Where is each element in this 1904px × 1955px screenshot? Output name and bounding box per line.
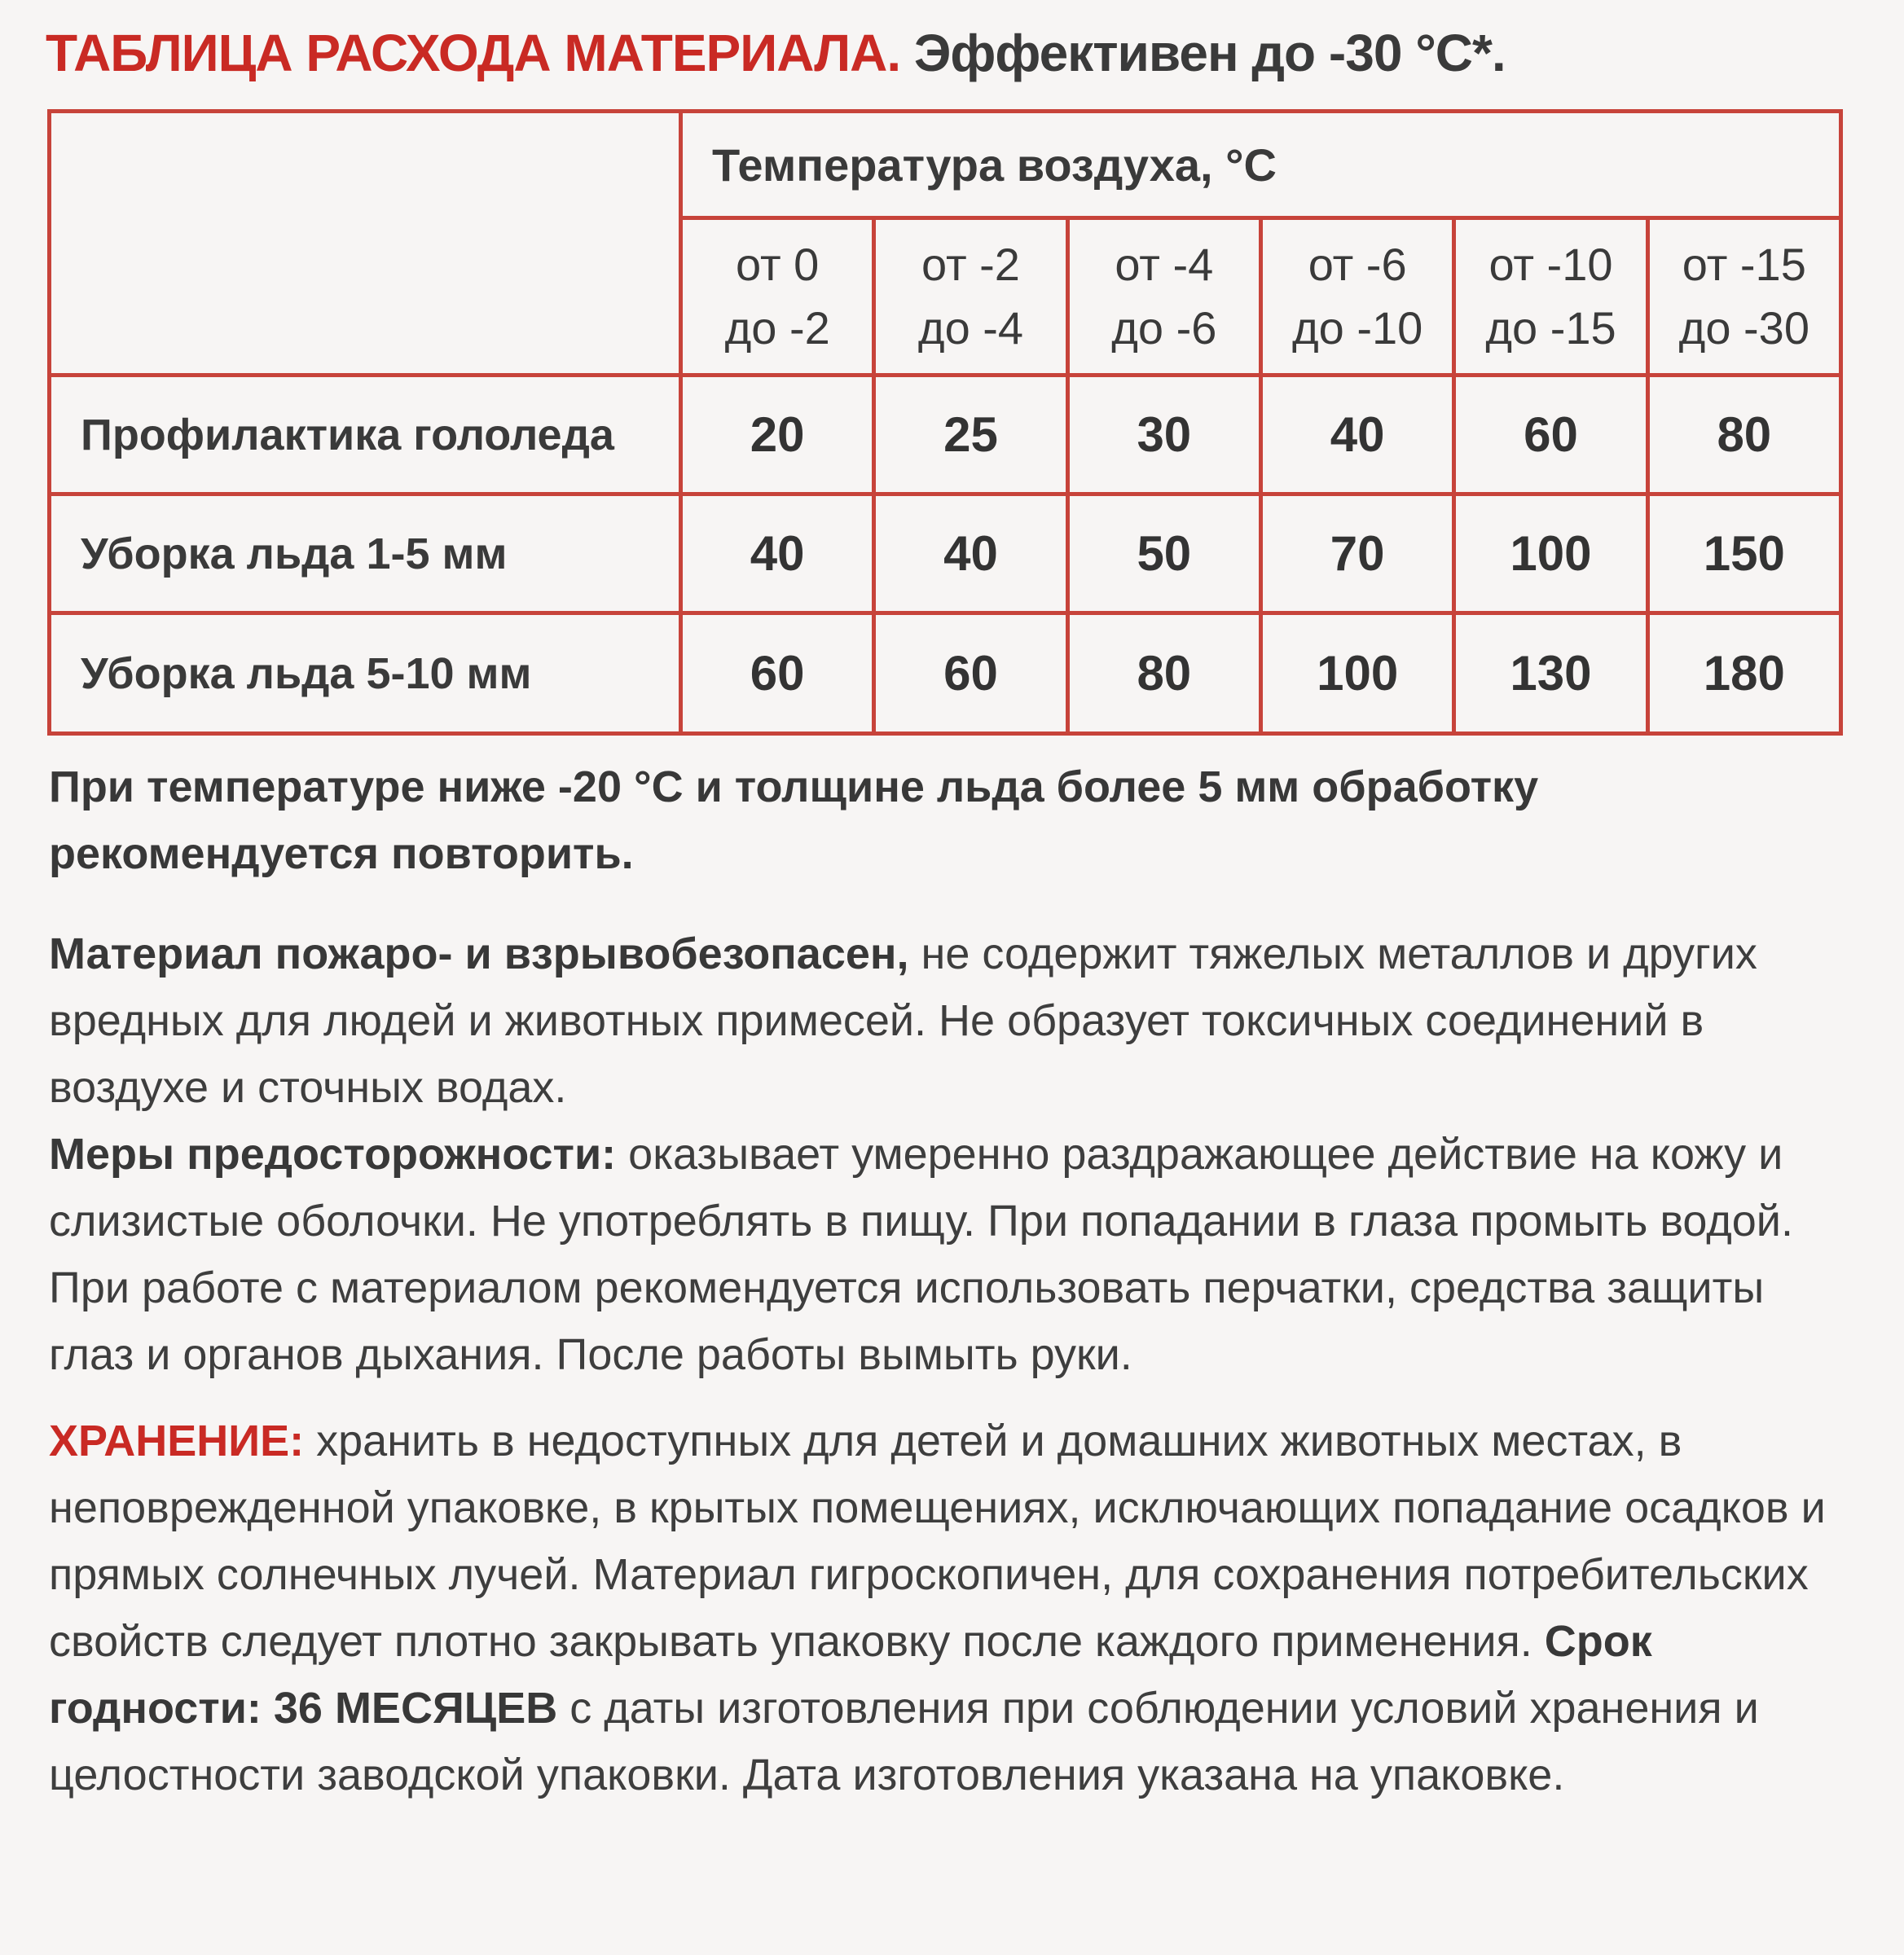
table-row — [50, 613, 1841, 734]
range-from: от -6 — [1308, 239, 1407, 290]
shelf-life-lead: Срок годности: 36 МЕСЯЦЕВ — [49, 1617, 1652, 1733]
range-from: от -10 — [1488, 239, 1613, 290]
table-cell: 60 — [874, 613, 1067, 734]
table-row — [50, 376, 1841, 494]
table-cell: 50 — [1067, 494, 1260, 613]
storage-paragraph — [49, 1408, 1853, 1808]
range-from: от -4 — [1115, 239, 1214, 290]
range-header — [874, 218, 1067, 376]
range-from: от 0 — [736, 239, 820, 290]
page-title — [46, 23, 1506, 83]
range-header — [1454, 218, 1647, 376]
shelf-life-text: с даты изготовления при соблюдении условий хранения и целостности заводской упаковки. Дата изготовления указана на упаковке. — [49, 1684, 1759, 1799]
range-to: до -30 — [1678, 302, 1809, 354]
table-cell: 60 — [681, 613, 874, 734]
repeat-treatment-note: При температуре ниже -20 °С и толщине льда более 5 мм обработку рекомендуется повторить. — [49, 762, 1539, 878]
range-to: до -6 — [1111, 302, 1217, 354]
table-cell: 40 — [1260, 376, 1453, 494]
table-cell: 100 — [1454, 494, 1647, 613]
range-header — [1067, 218, 1260, 376]
table-row — [50, 494, 1841, 613]
table-cell: 150 — [1647, 494, 1840, 613]
row-label: Профилактика гололеда — [50, 376, 681, 494]
range-header — [1647, 218, 1840, 376]
table-cell: 40 — [681, 494, 874, 613]
table-cell: 80 — [1067, 613, 1260, 734]
title-effective: Эффективен до -30 °С*. — [913, 24, 1506, 82]
storage-label: ХРАНЕНИЕ: — [49, 1417, 305, 1465]
range-from: от -2 — [921, 239, 1020, 290]
storage-text: хранить в недоступных для детей и домашних животных местах, в неповрежденной упаковке, в крытых помещениях, исключающих попадание осадков и прямых солнечных лучей. Материал гигроскопичен, для сохранения потребительских свойств следует плотно закрывать упаковку после каждого применения. — [49, 1417, 1826, 1666]
range-to: до -10 — [1291, 302, 1423, 354]
table-cell: 180 — [1647, 613, 1840, 734]
table-corner-cell — [50, 112, 681, 376]
row-label: Уборка льда 1-5 мм — [50, 494, 681, 613]
title-main: ТАБЛИЦА РАСХОДА МАТЕРИАЛА. — [46, 24, 901, 82]
table-cell: 25 — [874, 376, 1067, 494]
precautions-lead: Меры предосторожности: — [49, 1130, 617, 1179]
safety-text: не содержит тяжелых металлов и других вредных для людей и животных примесей. Не образует токсичных соединений в воздухе и сточных водах. — [49, 929, 1757, 1112]
table-cell: 30 — [1067, 376, 1260, 494]
range-header — [1260, 218, 1453, 376]
range-to: до -2 — [724, 302, 830, 354]
table-cell: 80 — [1647, 376, 1840, 494]
range-to: до -4 — [917, 302, 1024, 354]
precautions-paragraph — [49, 1121, 1853, 1388]
range-header — [681, 218, 874, 376]
temperature-header: Температура воздуха, °С — [681, 112, 1841, 218]
table-cell: 40 — [874, 494, 1067, 613]
precautions-text: оказывает умеренно раздражающее действие на кожу и слизистые оболочки. Не употреблять в пищу. При попадании в глаза промыть водой. При работе с материалом рекомендуется использовать перчатки, средства защиты глаз и органов дыхания. После работы вымыть руки. — [49, 1130, 1793, 1379]
table-cell: 130 — [1454, 613, 1647, 734]
usage-table — [47, 109, 1843, 736]
table-cell: 20 — [681, 376, 874, 494]
table-cell: 60 — [1454, 376, 1647, 494]
table-cell: 70 — [1260, 494, 1453, 613]
row-label: Уборка льда 5-10 мм — [50, 613, 681, 734]
safety-paragraph — [49, 920, 1853, 1121]
table-cell: 100 — [1260, 613, 1453, 734]
safety-lead: Материал пожаро- и взрывобезопасен, — [49, 929, 909, 978]
range-to: до -15 — [1485, 302, 1616, 354]
range-from: от -15 — [1682, 239, 1806, 290]
